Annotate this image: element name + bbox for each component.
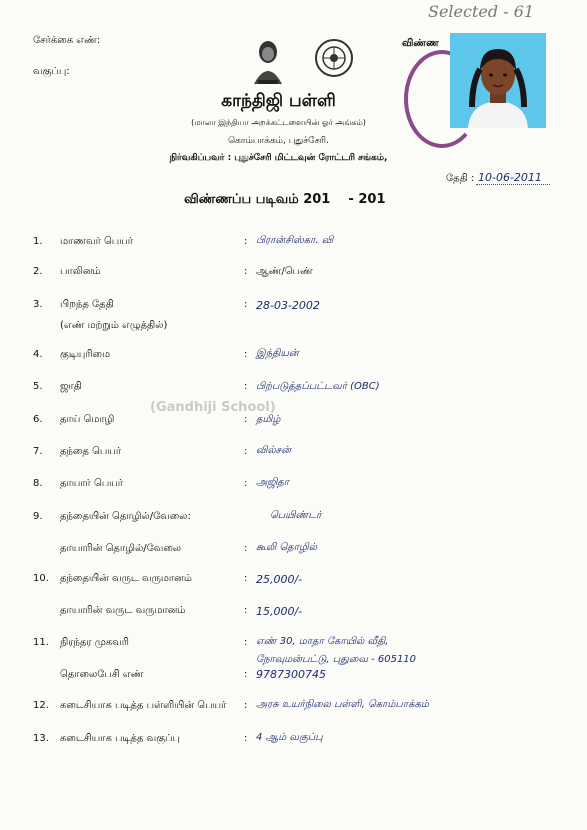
application-label-partial: விண்ண [402, 38, 439, 49]
gender-label: பாலினம் [60, 266, 101, 277]
citizenship-value: இந்தியன் [256, 348, 299, 359]
colon: : [244, 414, 248, 425]
colon: : [244, 543, 248, 554]
administrator-line: நிர்வகிப்பவர் : புதுச்சேரி மிட்டவுன் ரோட்டரி சங்கம், [169, 153, 388, 163]
mother-tongue-label: தாய் மொழி [60, 414, 115, 425]
last-class-label: கடைசியாக படித்த வகுப்பு [60, 733, 180, 744]
father-income-value: 25,000/- [256, 573, 303, 586]
colon: : [244, 637, 248, 648]
last-school-value: அரசு உயர்நிலை பள்ளி, கொம்பாக்கம் [256, 699, 429, 710]
student-photo [450, 33, 546, 128]
date-underline [476, 184, 550, 185]
gender-value: ஆண்/பெண் [256, 266, 313, 277]
phone-value: 9787300745 [256, 668, 326, 681]
mother-income-label: தாயாரின் வருட வருமானம் [60, 605, 186, 616]
school-address: கொம்பாக்கம், புதுச்சேரி. [228, 136, 329, 146]
field-number: 10. [33, 573, 49, 584]
field-number: 5. [33, 381, 43, 392]
rotary-seal-icon [314, 38, 354, 78]
colon: : [244, 478, 248, 489]
mother-name-value: அஜிதா [256, 477, 290, 488]
phone-label: தொலைபேசி எண் [60, 669, 144, 680]
field-number: 1. [33, 236, 43, 247]
field-number: 12. [33, 700, 49, 711]
last-class-value: 4 ஆம் வகுப்பு [256, 732, 323, 743]
permanent-address-label: நிரந்தர முகவரி [60, 637, 129, 648]
field-number: 3. [33, 299, 43, 310]
date-label: தேதி : [446, 173, 475, 184]
colon: : [244, 605, 248, 616]
colon: : [244, 700, 248, 711]
father-name-value: வில்சன் [256, 445, 291, 456]
colon: : [244, 349, 248, 360]
colon: : [244, 669, 248, 680]
colon: : [244, 266, 248, 277]
school-subtitle: (மாலா இந்தியா அறக்கட்டளையின் ஓர் அங்கம்) [191, 118, 366, 127]
colon: : [244, 573, 248, 584]
colon: : [244, 446, 248, 457]
colon: : [244, 733, 248, 744]
permanent-address-line1: எண் 30, மாதா கோயில் வீதி, [256, 636, 389, 647]
field-number: 4. [33, 349, 43, 360]
permanent-address-line2: நோவுமன்பட்டு, புதுவை - 605110 [256, 654, 417, 665]
caste-label: ஜாதி [60, 381, 82, 392]
field-number: 2. [33, 266, 43, 277]
mother-occupation-label: தாயாரின் தொழில்/வேலை [60, 543, 182, 554]
date-value: 10-06-2011 [478, 171, 542, 184]
colon: : [244, 299, 248, 310]
field-number: 6. [33, 414, 43, 425]
student-name-label: மாணவர் பெயர் [60, 236, 133, 247]
field-number: 11. [33, 637, 49, 648]
admission-no-label: சேர்க்கை எண்: [33, 35, 101, 46]
father-occupation-label: தந்தையின் தொழில்/வேலை: [60, 511, 191, 522]
last-school-label: கடைசியாக படித்த பள்ளியின் பெயர் [60, 700, 227, 711]
caste-value: பிற்படுத்தப்பட்டவர் (OBC) [256, 381, 380, 392]
mother-name-label: தாயார் பெயர் [60, 478, 123, 489]
dob-label-note: (எண் மற்றும் எழுத்தில்) [60, 320, 168, 331]
bleed-through-text: (Gandhiji School) [150, 400, 276, 415]
form-title: விண்ணப்ப படிவம் 201 - 201 [184, 192, 386, 207]
citizenship-label: குடியுரிமை [60, 349, 111, 360]
field-number: 8. [33, 478, 43, 489]
mother-occupation-value: கூலி தொழில் [256, 542, 318, 553]
selected-note: Selected - 61 [428, 2, 535, 21]
mother-tongue-value: தமிழ் [256, 414, 281, 425]
field-number: 7. [33, 446, 43, 457]
class-label: வகுப்பு: [33, 66, 70, 77]
colon: : [244, 236, 248, 247]
school-name: காந்திஜி பள்ளி [221, 91, 336, 111]
field-number: 13. [33, 733, 49, 744]
gandhi-logo-icon [248, 38, 288, 86]
colon: : [244, 381, 248, 392]
dob-label: பிறந்த தேதி [60, 299, 114, 310]
father-name-label: தந்தை பெயர் [60, 446, 122, 457]
father-occupation-value: பெயிண்டர் [270, 510, 322, 521]
father-income-label: தந்தையின் வருட வருமானம் [60, 573, 192, 584]
mother-income-value: 15,000/- [256, 605, 303, 618]
student-name-value: பிரான்சிஸ்கா. வி [256, 235, 334, 246]
dob-value: 28-03-2002 [256, 299, 320, 312]
field-number: 9. [33, 511, 43, 522]
